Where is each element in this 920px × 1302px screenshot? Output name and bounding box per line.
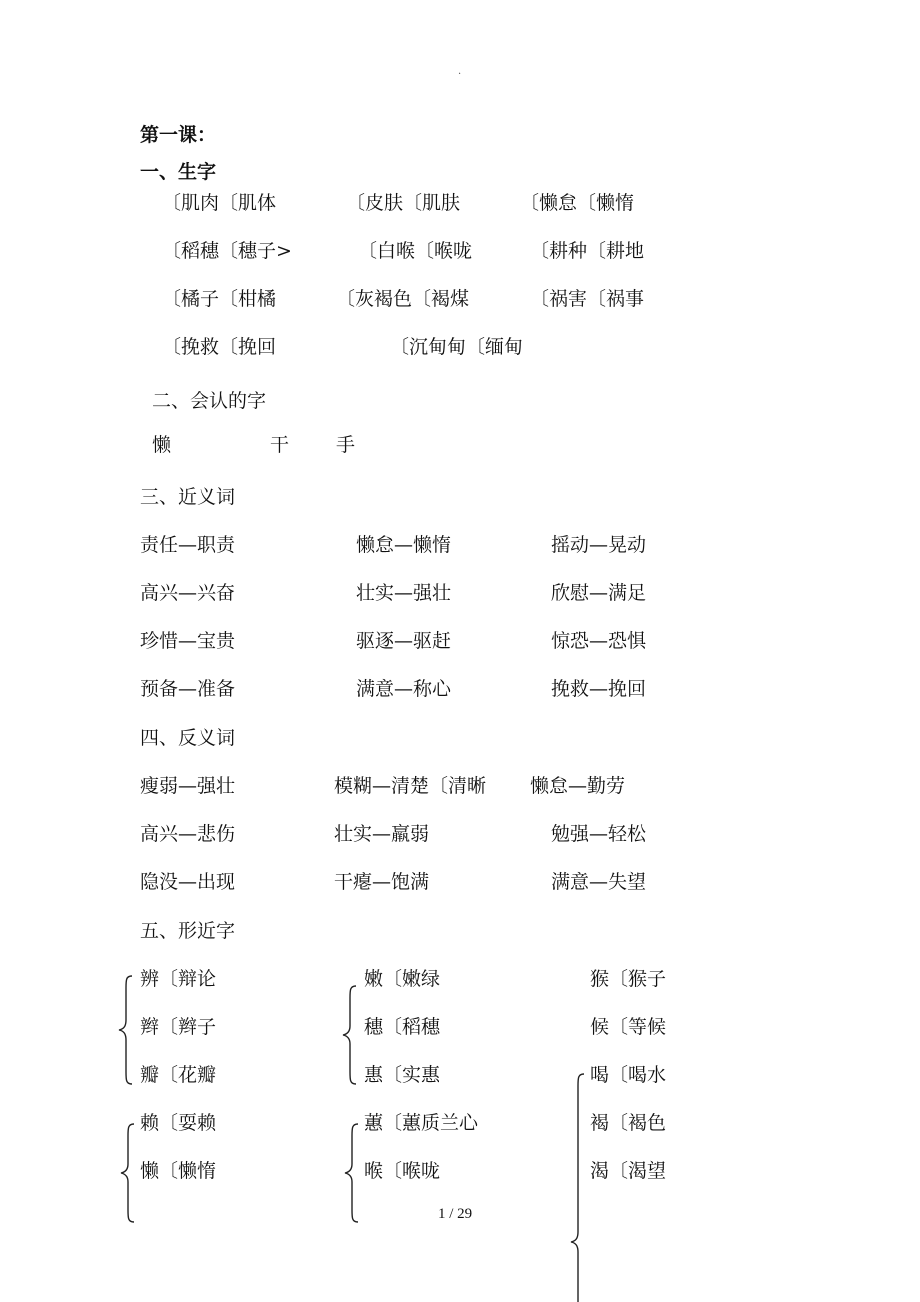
s5-item: 猴〔猴子 bbox=[590, 968, 667, 990]
group-brace bbox=[566, 1072, 586, 1302]
s4-item: 瘦弱—强壮 bbox=[140, 775, 236, 797]
s4-item: 模糊—清楚〔清晰 bbox=[334, 775, 487, 797]
s3-item: 高兴—兴奋 bbox=[140, 582, 236, 604]
s1-item: 〔祸害〔祸事 bbox=[530, 288, 645, 310]
s4-item: 懒怠—勤劳 bbox=[530, 775, 626, 797]
s1-item: 〔灰褐色〔褐煤 bbox=[336, 288, 470, 310]
s3-item: 摇动—晃动 bbox=[551, 534, 647, 556]
s3-item: 责任—职责 bbox=[140, 534, 236, 556]
section-5-heading: 五、形近字 bbox=[140, 920, 236, 942]
s2-char: 懒 bbox=[152, 434, 172, 456]
group-brace bbox=[116, 974, 136, 1086]
s3-item: 驱逐—驱赶 bbox=[356, 630, 452, 652]
section-4-heading: 四、反义词 bbox=[140, 727, 236, 749]
s4-item: 壮实—羸弱 bbox=[334, 823, 430, 845]
s5-item: 惠〔实惠 bbox=[364, 1064, 441, 1086]
s3-item: 懒怠—懒惰 bbox=[356, 534, 452, 556]
s5-item: 喝〔喝水 bbox=[590, 1064, 667, 1086]
s5-item: 褐〔褐色 bbox=[590, 1112, 667, 1134]
s2-char: 手 bbox=[336, 434, 356, 456]
group-brace bbox=[118, 1122, 138, 1224]
s5-item: 蕙〔蕙质兰心 bbox=[364, 1112, 479, 1134]
s3-item: 壮实—强壮 bbox=[356, 582, 452, 604]
s1-item: 〔肌肉〔肌体 bbox=[162, 192, 277, 214]
s4-item: 高兴—悲伤 bbox=[140, 823, 236, 845]
s3-item: 挽救—挽回 bbox=[551, 678, 647, 700]
s3-item: 珍惜—宝贵 bbox=[140, 630, 236, 652]
lesson-title: 第一课： bbox=[140, 124, 217, 146]
s1-item: 〔沉甸甸〔缅甸 bbox=[390, 336, 524, 358]
s4-item: 干瘪—饱满 bbox=[334, 871, 430, 893]
group-brace bbox=[342, 1122, 362, 1224]
section-3-heading: 三、近义词 bbox=[140, 486, 236, 508]
s5-item: 辨〔辩论 bbox=[140, 968, 217, 990]
s3-item: 满意—称心 bbox=[356, 678, 452, 700]
s1-item: 〔橘子〔柑橘 bbox=[162, 288, 277, 310]
section-2-heading: 二、会认的字 bbox=[152, 390, 267, 412]
s1-item: 〔白喉〔喉咙 bbox=[358, 240, 473, 262]
s4-item: 满意—失望 bbox=[551, 871, 647, 893]
s5-item: 穗〔稻穗 bbox=[364, 1016, 441, 1038]
s1-item: 〔稻穗〔穗子> bbox=[162, 240, 292, 262]
s5-item: 渴〔渴望 bbox=[590, 1160, 667, 1182]
header-dot: . bbox=[458, 66, 462, 77]
s5-item: 赖〔耍赖 bbox=[140, 1112, 217, 1134]
s3-item: 欣慰—满足 bbox=[551, 582, 647, 604]
group-brace bbox=[340, 984, 360, 1086]
section-1-heading: 一、生字 bbox=[140, 161, 217, 183]
s5-item: 候〔等候 bbox=[590, 1016, 667, 1038]
s5-item: 喉〔喉咙 bbox=[364, 1160, 441, 1182]
s5-item: 瓣〔花瓣 bbox=[140, 1064, 217, 1086]
s1-item: 〔懒怠〔懒惰 bbox=[520, 192, 635, 214]
s1-item: 〔挽救〔挽回 bbox=[162, 336, 277, 358]
s5-item: 嫩〔嫩绿 bbox=[364, 968, 441, 990]
s1-item: 〔耕种〔耕地 bbox=[530, 240, 645, 262]
s3-item: 惊恐—恐惧 bbox=[551, 630, 647, 652]
page-number: 1 / 29 bbox=[438, 1206, 473, 1222]
s3-item: 预备—准备 bbox=[140, 678, 236, 700]
s4-item: 勉强—轻松 bbox=[551, 823, 647, 845]
s5-item: 辫〔辫子 bbox=[140, 1016, 217, 1038]
s4-item: 隐没—出现 bbox=[140, 871, 236, 893]
s2-char: 干 bbox=[270, 434, 290, 456]
s5-item: 懒〔懒惰 bbox=[140, 1160, 217, 1182]
s1-item: 〔皮肤〔肌肤 bbox=[346, 192, 461, 214]
